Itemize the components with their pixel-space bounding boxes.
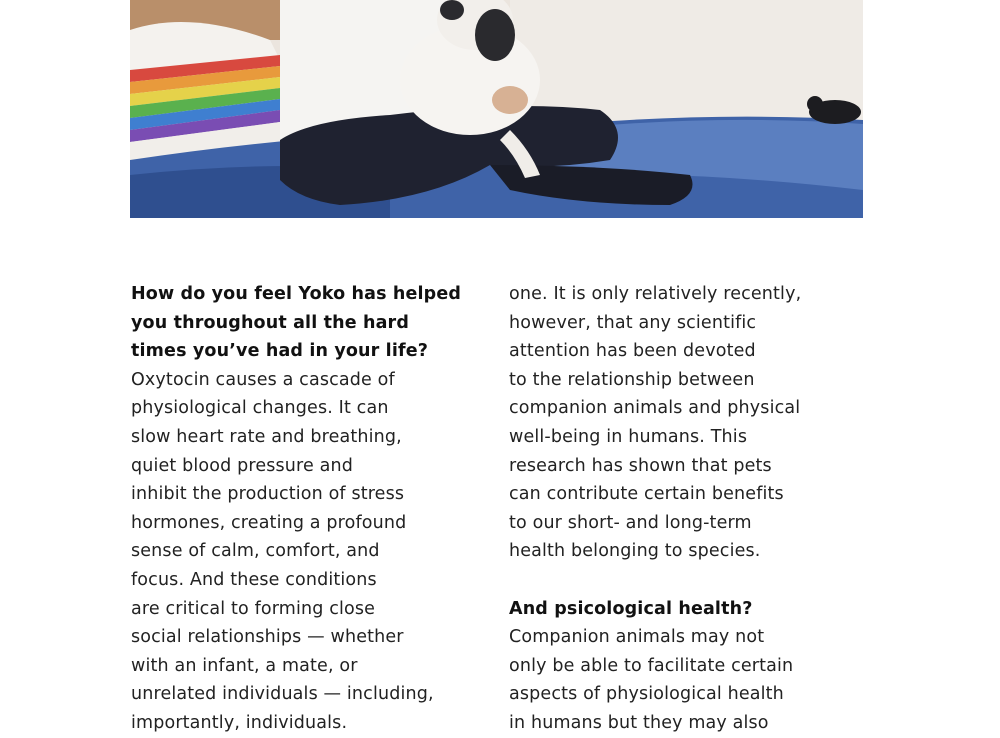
article-right-column: [509, 280, 869, 738]
body-text-line: with an infant, a mate, or: [131, 655, 358, 676]
body-text-line: Companion animals may not: [509, 627, 765, 648]
interview-question: How do you feel Yoko has helped: [131, 284, 462, 304]
body-text-line: research has shown that pets: [509, 455, 772, 476]
body-text-line: can contribute certain benefits: [509, 484, 784, 505]
body-text-line: to our short- and long-term: [509, 512, 752, 533]
body-text-line: hormones, creating a profound: [131, 512, 407, 533]
body-text-line: inhibit the production of stress: [131, 484, 405, 505]
body-text-line: are critical to forming close: [131, 598, 376, 619]
body-text-line: social relationships — whether: [131, 627, 404, 648]
article-left-column: [131, 280, 491, 738]
body-text-line: importantly, individuals.: [131, 712, 348, 733]
body-text-line: focus. And these conditions: [131, 569, 377, 590]
body-text-line: one. It is only relatively recently,: [509, 284, 802, 304]
body-text-line: well-being in humans. This: [509, 426, 748, 447]
interview-question: you throughout all the hard: [131, 312, 410, 333]
body-text-line: sense of calm, comfort, and: [131, 541, 380, 562]
body-text-line: attention has been devoted: [509, 341, 756, 362]
paragraph-gap: [509, 566, 869, 595]
body-text-line: aspects of physiological health: [509, 684, 784, 705]
body-text-line: unrelated individuals — including,: [131, 684, 434, 705]
interview-question: And psicological health?: [509, 598, 753, 619]
body-text-line: to the relationship between: [509, 369, 755, 390]
body-text-line: Oxytocin causes a cascade of: [131, 369, 395, 390]
body-text-line: however, that any scientific: [509, 312, 757, 333]
header-photo: [130, 0, 863, 218]
body-text-line: slow heart rate and breathing,: [131, 426, 402, 447]
body-text-line: health belonging to species.: [509, 541, 761, 562]
body-text-line: in humans but they may also: [509, 712, 769, 733]
body-text-line: physiological changes. It can: [131, 398, 389, 419]
body-text-line: companion animals and physical: [509, 398, 801, 419]
body-text-line: only be able to facilitate certain: [509, 655, 794, 676]
photo-person-with-dog: [130, 0, 863, 218]
interview-question: times you’ve had in your life?: [131, 341, 429, 362]
body-text-line: quiet blood pressure and: [131, 455, 353, 476]
